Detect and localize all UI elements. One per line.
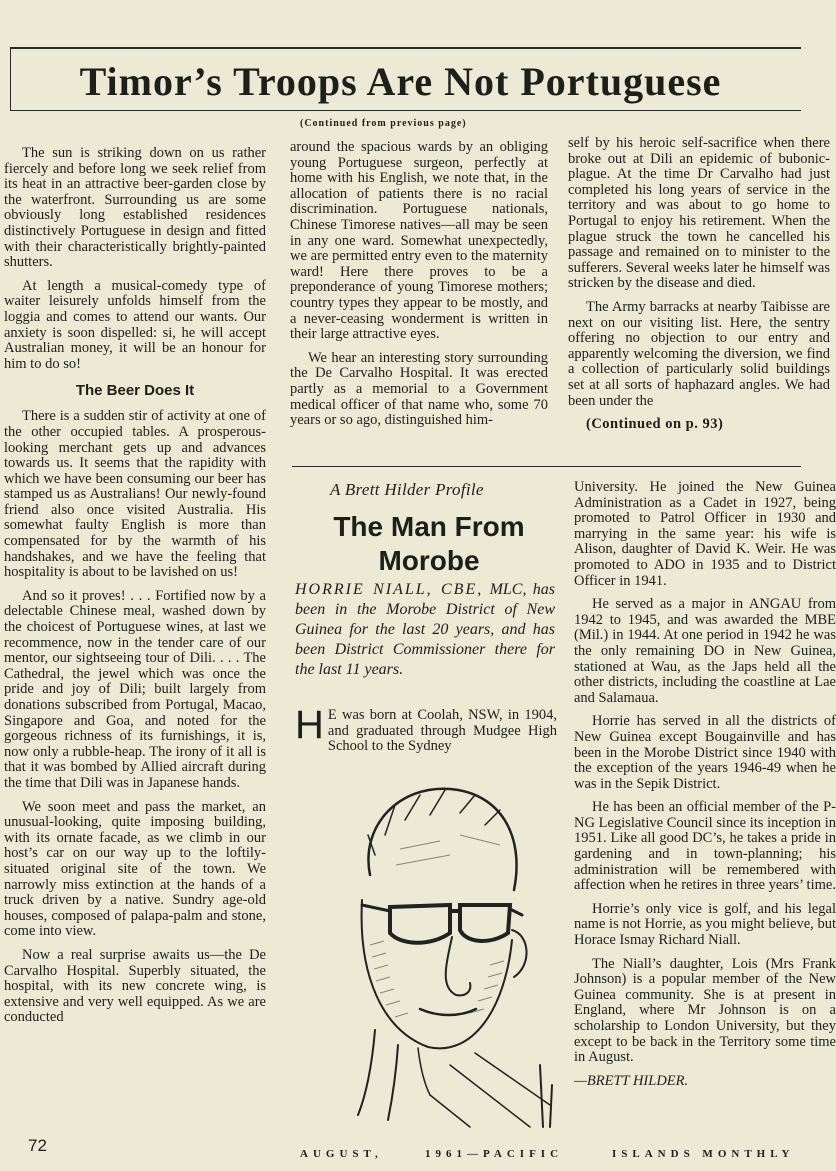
profile-body-text: E was born at Coolah, NSW, in 1904, and graduated through Mudgee High School to the Sydney xyxy=(327,707,557,755)
article-column-2 xyxy=(290,140,548,437)
paragraph: Horrie has served in all the districts of New Guinea except Bougainville and has been in the Morobe District since 1940 with the exception of the years 1946-49 when he was in the Sepik District. xyxy=(574,713,836,792)
page-number: 72 xyxy=(28,1136,47,1155)
header-rule-top xyxy=(10,47,801,49)
paragraph: We hear an interesting story surrounding the De Carvalho Hospital. It was erected partly as a memorial to a Government medical officer of that name who, some 70 years or so ago, distinguished him- xyxy=(290,349,548,429)
article-title: Timor’s Troops Are Not Portuguese xyxy=(79,59,722,104)
paragraph: And so it proves! . . . Fortified now by a delectable Chinese meal, washed down by the choicest of Portuguese wines, at last we recommence, now in the tender care of our mentor, our sightseeing tour of Dili. . . . The Cathedral, the jewel which was once the pride and joy of Dili; built largely from donations subscribed from Portugal, Macao, Singapore and Goa, and noted for the gorgeous richness of its furnishings, it is, now only a rubble-heap. The irony of it all is that it was bombed by Allied aircraft during the time that Dili was in Japanese hands. xyxy=(4,587,266,791)
paragraph: We soon meet and pass the market, an unusual-looking, quite imposing building, with its ornate facade, as we climb in our host’s car on our way up to the loftily-situated original site of the town. We narrowly miss extinction at the hands of a truck driven by a native. Sundry age-old houses, composed of palapa-palm and stone, come into view. xyxy=(4,798,266,940)
paragraph: He has been an official member of the P-NG Legislative Council since its inception in 1951. Like all good DC’s, he takes a pride in gardening and in town-planning; his administration will be remembered with affection when he retires in three years’ time. xyxy=(574,799,836,894)
paragraph: University. He joined the New Guinea Administration as a Cadet in 1927, being promoted to Patrol Officer in 1930 and marrying in the same year: his wife is Alison, daughter of David K. Weir. He was promoted to ADO in 1935 and to District Officer in 1941. xyxy=(574,479,836,589)
paragraph: Now a real surprise awaits us—the De Carvalho Hospital. Superbly situated, the hospital, with its new concrete wing, is extensive and very well equipped. As we are conducted xyxy=(4,946,266,1026)
paragraph: He served as a major in ANGAU from 1942 to 1945, and was awarded the MBE (Mil.) in 1944. At one period in 1942 he was the only remaining DO in New Guinea, stationed at Wau, as the Japs held all the other districts, including the coastline at Lae and Salamaua. xyxy=(574,596,836,706)
signoff: —BRETT HILDER. xyxy=(574,1072,689,1089)
continued-on-note: (Continued on p. 93) xyxy=(586,416,724,433)
header-rule-bottom xyxy=(10,110,801,111)
paragraph: The Army barracks at nearby Taibisse are next on our visiting list. Here, the sentry offering no objection to our entry and apparently welcoming the diversion, we find a collection of particularly solid buildings set at all sorts of haphazard angles. We had been under the xyxy=(568,298,830,409)
continued-from-note: (Continued from previous page) xyxy=(300,118,467,129)
article-column-1 xyxy=(4,146,266,1034)
section-rule xyxy=(292,466,801,467)
footer-magazine: ISLANDS MONTHLY xyxy=(612,1148,795,1160)
profile-name: HORRIE NIALL, CBE, xyxy=(295,581,484,598)
paragraph: The sun is striking down on us rather fiercely and before long we seek relief from its heat in an attractive beer-garden close by the waterfront. Surrounding us are some obviously long established residences distinctively Portuguese in design and fitted with their characteristically brightly-painted shutters. xyxy=(4,145,266,271)
subheading: The Beer Does It xyxy=(75,382,195,400)
footer-magazine-clip xyxy=(612,1146,801,1162)
paragraph: At length a musical-comedy type of waiter leisurely unfolds himself from the loggia and comes to attend our wants. Our anxiety is soon dispelled: si, he will accept Australian money, it will be an honour for him to do so! xyxy=(4,277,266,372)
paragraph: Horrie’s only vice is golf, and his legal name is not Horrie, as you might believe, but Horace Ismay Richard Niall. xyxy=(574,900,836,949)
footer-issue-year: 1961—PACIFIC xyxy=(425,1148,564,1160)
paragraph: around the spacious wards by an obliging young Portuguese surgeon, perfectly at home with his English, we note that, in the allocation of patients there is no racial discrimination. Portuguese nationals, Chinese Timorese natives—all may be seen in any one ward. Somewhat unexpectedly, we are permitted entry even to the maternity ward! Here there proves to be a preponderance of young Timorese mothers; country types they appear to be mostly, and a never-ceasing wonderment is written in their large attractive eyes. xyxy=(290,139,548,343)
profile-body-start xyxy=(295,703,557,755)
profile-intro xyxy=(295,580,555,680)
drop-cap: H xyxy=(295,703,324,747)
article-column-3-clip xyxy=(568,135,830,448)
footer-issue-month: AUGUST, xyxy=(300,1148,383,1160)
paragraph: The Niall’s daughter, Lois (Mrs Frank Johnson) is a popular member of the New Guinea community. She is at present in England, where Mr Johnson is on a scholarship to London University, but they except to be back in the Territory some time in August. xyxy=(574,955,836,1066)
profile-column-2-clip xyxy=(574,479,836,1102)
profile-headline: The Man From Morobe xyxy=(333,511,525,576)
profile-kicker: A Brett Hilder Profile xyxy=(330,480,484,499)
article-column-3 xyxy=(568,136,830,433)
paragraph: self by his heroic self-sacrifice when there broke out at Dili an epidemic of bubonic-plague. At the time Dr Carvalho had just completed his long years of service in the territory and was about to go home to Portugal to enjoy his retirement. When the plague struck the town he cancelled his passage and remained on to minister to the sufferers. Several weeks later he himself was stricken by the disease and died. xyxy=(568,135,830,292)
profile-intro-text: MLC, has been in the Morobe District of New Guinea for the last 20 years, and has been District Commissioner there for the last 11 years. xyxy=(295,581,556,678)
paragraph: There is a sudden stir of activity at one of the other occupied tables. A prosperous-looking merchant gets up and advances towards us. It seems that the rapidity with which we have been consuming our beer has stamped us as Australians! Our newly-found friend also once visited Australia. His somewhat faulty English is more than compensated for by the warmth of his handshakes, and we have the feeling that hospitality is about to be lavished on us! xyxy=(4,408,266,581)
profile-column-2 xyxy=(574,480,836,1089)
portrait-sketch xyxy=(300,765,562,1130)
